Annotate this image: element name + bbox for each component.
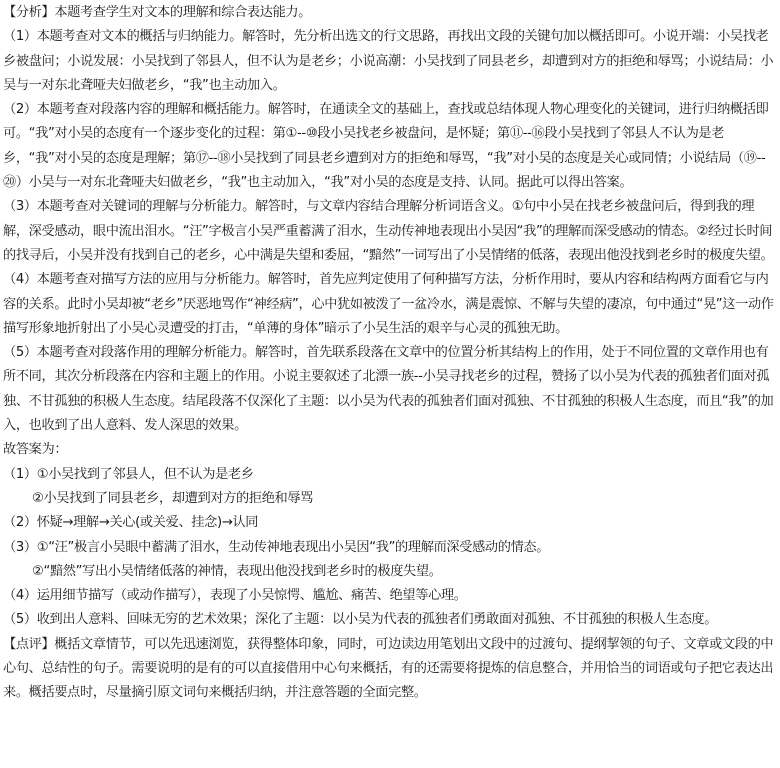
answer-3-1: （3）①“汪”极言小吴眼中蓄满了泪水，生动传神地表现出小吴因“我”的理解而深受感动的情态。 bbox=[3, 539, 550, 555]
answer-5: （5）收到出人意料、回味无穷的艺术效果；深化了主题：以小吴为代表的孤独者们勇敢面对孤独、不甘孤独的积极人生态度。 bbox=[3, 612, 718, 628]
analysis-intro-text: 本题考查学生对文本的理解和综合表达能力。 bbox=[54, 5, 312, 20]
answer-3-2: ②“黯然”写出小吴情绪低落的神情，表现出他没找到老乡时的极度失望。 bbox=[32, 563, 442, 579]
answer-1-1: （1）①小吴找到了邻县人，但不认为是老乡 bbox=[3, 466, 254, 482]
comment-tag: 【点评】 bbox=[3, 636, 55, 652]
analysis-q2: （2）本题考查对段落内容的理解和概括能力。解答时，在通读全文的基础上，查找或总结体现人物心理变化的关键词，进行归纳概括即可。“我”对小吴的态度有一个逐步变化的过程：第①--⑩段小吴找老乡被盘问，是怀疑；第⑪--⑯段小吴找到了邻县人不认为是老乡，“我”对小吴的态度是理解；第⑰--⑱小吴找到了同县老乡遭到对方的拒绝和辱骂，“我”对小吴的态度是关心或同情；小说结局（⑲--⑳）小吴与一对东北聋哑夫妇做老乡，“我”也主动加入，“我”对小吴的态度是支持、认同。据此可以得出答案。 bbox=[3, 102, 769, 191]
answer-heading: 故答案为： bbox=[3, 442, 68, 458]
analysis-tag: 【分析】 bbox=[3, 5, 55, 20]
answer-1-2: ②小吴找到了同县老乡，却遭到对方的拒绝和辱骂 bbox=[32, 490, 314, 506]
analysis-q5: （5）本题考查对段落作用的理解分析能力。解答时，首先联系段落在文章中的位置分析其结构上的作用，处于不同位置的文章作用也有所不同，其次分析段落在内容和主题上的作用。小说主要叙述了北漂一族--小吴寻找老乡的过程，赞扬了以小吴为代表的孤独者们面对孤独、不甘孤独的积极人生态度。结尾段落不仅深化了主题：以小吴为代表的孤独者们面对孤独、不甘孤独的积极人生态度，而且“我”的加入，也收到了出人意料、发人深思的效果。 bbox=[3, 345, 774, 434]
comment bbox=[3, 633, 776, 706]
answer-4: （4）运用细节描写（或动作描写），表现了小吴惊愕、尴尬、痛苦、绝望等心理。 bbox=[3, 588, 467, 604]
answer-2: （2）怀疑→理解→关心(或关爱、挂念)→认同 bbox=[3, 515, 259, 531]
analysis-q1: （1）本题考查对文本的概括与归纳能力。解答时，先分析出选文的行文思路，再找出文段的关键句加以概括即可。小说开端：小吴找老乡被盘问；小说发展：小吴找到了邻县人，但不认为是老乡；小说高潮：小吴找到了同县老乡，却遭到对方的拒绝和辱骂；小说结局：小吴与一对东北聋哑夫妇做老乡，“我”也主动加入。 bbox=[3, 29, 774, 93]
analysis-q4: （4）本题考查对描写方法的应用与分析能力。解答时，首先应判定使用了何种描写方法，分析作用时，要从内容和结构两方面看它与内容的关系。此时小吴却被“老乡”厌恶地骂作“神经病”，心中犹如被泼了一盆冷水，满是震惊、不解与失望的凄凉，句中通过“晃”这一动作描写形象地折射出了小吴心灵遭受的打击，“单薄的身体”暗示了小吴生活的艰辛与心灵的孤独无助。 bbox=[3, 272, 774, 336]
analysis-intro bbox=[3, 1, 776, 25]
comment-text: 概括文章情节，可以先迅速浏览，获得整体印象，同时，可边读边用笔划出文段中的过渡句、提纲挈领的句子、文章或文段的中心句、总结性的句子。需要说明的是有的可以直接借用中心句来概括，有的还需要将提炼的信息整合，并用恰当的词语或句子把它表达出来。概括要点时，尽量摘引原文词句来概括归纳，并注意答题的全面完整。 bbox=[3, 636, 774, 701]
analysis-q3: （3）本题考查对关键词的理解与分析能力。解答时，与文章内容结合理解分析词语含义。①句中小吴在找老乡被盘问后，得到我的理解，深受感动，眼中流出泪水。“汪”字极言小吴严重蓄满了泪水，生动传神地表现出小吴因“我”的理解而深受感动的情态。②经过长时间的找寻后，小吴并没有找到自己的老乡，心中满是失望和委屈，“黯然”一词写出了小吴情绪的低落，表现出他没找到老乡时的极度失望。 bbox=[3, 199, 774, 263]
